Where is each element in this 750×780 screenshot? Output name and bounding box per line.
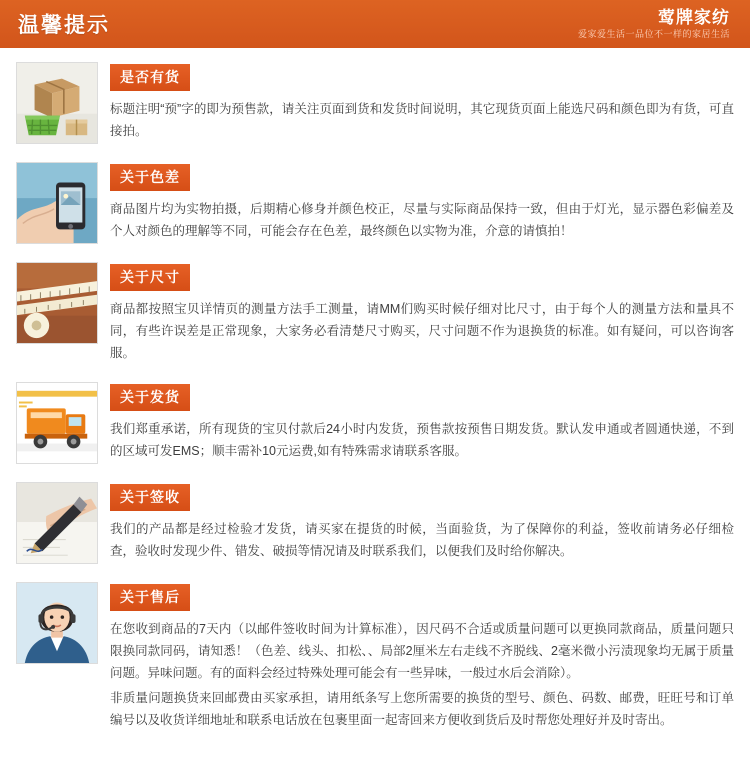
section-body (110, 162, 734, 242)
section-paragraph: 非质量问题换货来回邮费由买家承担，请用纸条写上您所需要的换货的型号、颜色、码数、邮费，旺旺号和订单编号以及收货详细地址和联系电话放在包裹里面一起寄回来方便收到货后及时帮您处理好并及时寄出。 (110, 691, 734, 727)
notice-sections (0, 48, 750, 757)
section-tag: 是否有货 (110, 64, 190, 91)
page-header (0, 0, 750, 48)
section-tag: 关于发货 (110, 384, 190, 411)
hand-phone-photo-icon (16, 162, 98, 244)
brand-slogan: 爱家爱生活一品位不一样的家居生活 (577, 29, 730, 39)
list-item (16, 262, 734, 364)
section-tag: 关于签收 (110, 484, 190, 511)
brand-name: 莺牌家纺 (658, 8, 730, 27)
package-basket-icon (16, 62, 98, 144)
list-item (16, 62, 734, 144)
section-body (110, 62, 734, 142)
section-tag: 关于色差 (110, 164, 190, 191)
list-item (16, 382, 734, 464)
section-paragraph: 我们郑重承诺，所有现货的宝贝付款后24小时内发货，预售款按预售日期发货。默认发申通或者圆通快递，不到的区域可发EMS；顺丰需补10元运费,如有特殊需求请联系客服。 (110, 422, 734, 458)
customer-service-agent-icon (16, 582, 98, 664)
section-body (110, 262, 734, 364)
section-tag: 关于尺寸 (110, 264, 190, 291)
signing-pen-icon (16, 482, 98, 564)
tape-measure-icon (16, 262, 98, 344)
section-body (110, 382, 734, 462)
section-tag: 关于售后 (110, 584, 190, 611)
list-item (16, 482, 734, 564)
brand-block (578, 8, 734, 40)
section-paragraph: 我们的产品都是经过检验才发货，请买家在提货的时候，当面验货，为了保障你的利益，签收前请务必仔细检查，验收时发现少件、错发、破损等情况请及时联系我们，以便我们及时给你解决。 (110, 522, 734, 558)
section-body (110, 582, 734, 731)
delivery-truck-icon (16, 382, 98, 464)
section-paragraph: 商品图片均为实物拍摄，后期精心修身并颜色校正，尽量与实际商品保持一致，但由于灯光，显示器色彩偏差及个人对颜色的理解等不同，可能会存在色差，最终颜色以实物为准，介意的请慎拍！ (110, 202, 734, 238)
section-paragraph: 标题注明“预”字的即为预售款，请关注页面到货和发货时间说明，其它现货页面上能选尺码和颜色即为有货，可直接拍。 (110, 102, 734, 138)
section-body (110, 482, 734, 562)
list-item (16, 582, 734, 731)
section-paragraph: 在您收到商品的7天内（以邮件签收时间为计算标准），因尺码不合适或质量问题可以更换同款商品，质量问题只限换同款同码，请知悉！（色差、线头、扣松、、局部2厘米左右走线不齐脱线、2毫米微小污渍现象均无属于质量问题。异味问题。有的面料会经过特殊处理可能会有一些异味，一般过水后会消除）。 (110, 622, 734, 680)
page-title: 温馨提示 (18, 14, 110, 37)
list-item (16, 162, 734, 244)
section-paragraph: 商品都按照宝贝详情页的测量方法手工测量，请MM们购买时候仔细对比尺寸，由于每个人的测量方法和量具不同，有些许误差是正常现象，大家务必看清楚尺寸购买，尺寸问题不作为退换货的标准。如有疑问，可以咨询客服。 (110, 302, 734, 360)
